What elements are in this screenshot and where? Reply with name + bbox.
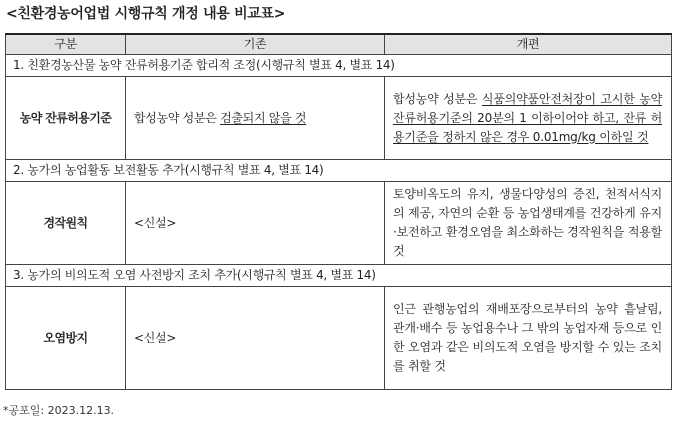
section-heading: 3. 농가의 비의도적 오염 사전방지 조치 추가(시행규칙 별표 4, 별표 14) [6, 265, 672, 287]
footnote: *공포일: 2023.12.13. [3, 404, 115, 417]
row-current: <신설> [126, 287, 385, 390]
row-revised: 토양비옥도의 유지, 생물다양성의 증진, 천적서식지의 제공, 자연의 순환 등 농업생태계를 건강하게 유지·보전하고 환경오염을 최소화하는 경작원칙을 적용할 것 [385, 182, 672, 265]
row-revised: 인근 관행농업의 재배포장으로부터의 농약 흩날림, 관개·배수 등 농업용수나 그 밖의 농업자재 등으로 인한 오염과 같은 비의도적 오염을 방지할 수 있는 조치를 취할 것 [385, 287, 672, 390]
section-heading-row [6, 55, 672, 77]
header-current: 기존 [126, 34, 385, 55]
section-heading-row [6, 160, 672, 182]
header-category: 구분 [6, 34, 126, 55]
row-current [126, 77, 385, 160]
section-heading: 1. 친환경농산물 농약 잔류허용기준 합리적 조정(시행규칙 별표 4, 별표 14) [6, 55, 672, 77]
row-category: 농약 잔류허용기준 [6, 77, 126, 160]
section-heading-row [6, 265, 672, 287]
revised-underlined-text: 식품의약품안전처장이 고시한 농약 잔류허용기준의 20분의 1 이하이어야 하고, 잔류 허용기준을 정하지 않은 경우 0.01mg/kg 이하일 것 [393, 91, 662, 144]
comparison-table [5, 33, 672, 390]
section-heading: 2. 농가의 농업활동 보전활동 추가(시행규칙 별표 4, 별표 14) [6, 160, 672, 182]
row-category: 경작원칙 [6, 182, 126, 265]
table-row [6, 287, 672, 390]
header-row [6, 34, 672, 55]
row-revised [385, 77, 672, 160]
table-row [6, 182, 672, 265]
row-current: <신설> [126, 182, 385, 265]
table-row [6, 77, 672, 160]
row-category: 오염방지 [6, 287, 126, 390]
document-title: <친환경농어업법 시행규칙 개정 내용 비교표> [6, 6, 286, 22]
header-revised: 개편 [385, 34, 672, 55]
revised-text: 합성농약 성분은 [393, 91, 482, 106]
current-text: 합성농약 성분은 [134, 110, 221, 125]
current-underlined-text: 검출되지 않을 것 [220, 110, 307, 125]
